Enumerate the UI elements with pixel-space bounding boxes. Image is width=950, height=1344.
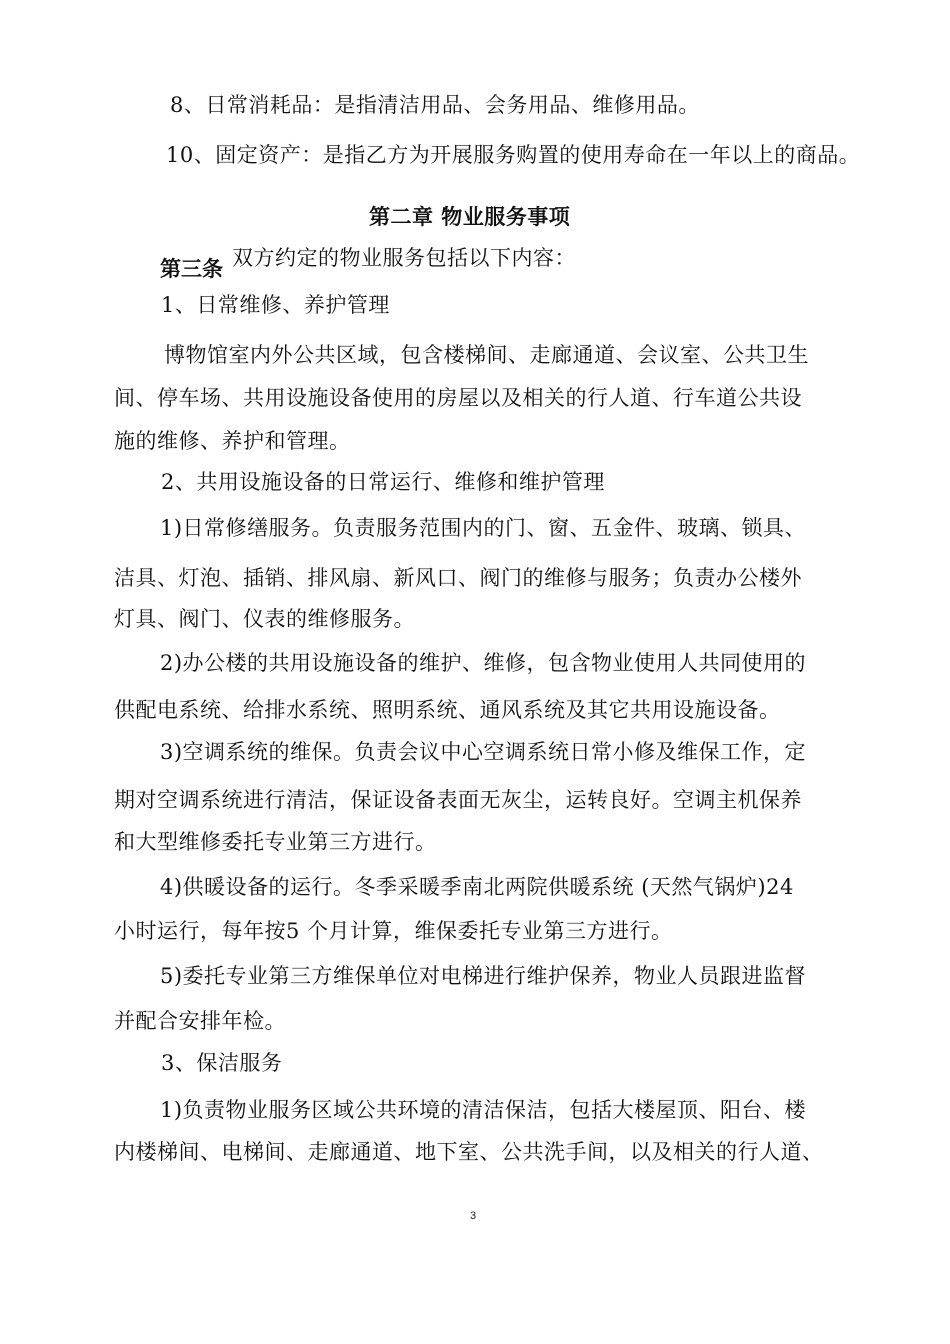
paragraph-line: 内楼梯间、电梯间、走廊通道、地下室、公共洗手间，以及相关的行人道、 (114, 1140, 824, 1164)
paragraph-line: 小时运行，每年按5 个月计算，维保委托专业第三方进行。 (114, 919, 673, 943)
section-heading-2: 2、共用设施设备的日常运行、维修和维护管理 (161, 470, 605, 494)
paragraph-line: 施的维修、养护和管理。 (114, 429, 351, 453)
paragraph-line: 5)委托专业第三方维保单位对电梯进行维护保养，物业人员跟进监督 (160, 964, 807, 988)
paragraph-line: 4)供暖设备的运行。冬季采暖季南北两院供暖系统 (天然气锅炉)24 (160, 875, 794, 899)
paragraph-line: 洁具、灯泡、插销、排风扇、新风口、阀门的维修与服务；负责办公楼外 (114, 566, 802, 590)
paragraph-line: 间、停车场、共用设施设备使用的房屋以及相关的行人道、行车道公共设 (114, 386, 802, 410)
paragraph-line: 灯具、阀门、仪表的维修服务。 (114, 607, 415, 631)
paragraph-line: 1)日常修缮服务。负责服务范围内的门、窗、五金件、玻璃、锁具、 (160, 516, 807, 540)
article-text: 双方约定的物业服务包括以下内容： (232, 246, 576, 270)
paragraph-line: 2)办公楼的共用设施设备的维护、维修，包含物业使用人共同使用的 (160, 651, 807, 675)
section-heading-1: 1、日常维修、养护管理 (161, 293, 390, 317)
section-heading-3: 3、保洁服务 (161, 1051, 283, 1075)
paragraph-line: 3)空调系统的维保。负责会议中心空调系统日常小修及维保工作，定 (160, 740, 807, 764)
definition-item-10: 10、固定资产：是指乙方为开展服务购置的使用寿命在一年以上的商品。 (166, 143, 861, 167)
article-label: 第三条 (160, 257, 223, 281)
paragraph-line: 期对空调系统进行清洁，保证设备表面无灰尘，运转良好。空调主机保养 (114, 788, 802, 812)
definition-item-8: 8、日常消耗品：是指清洁用品、会务用品、维修用品。 (170, 93, 700, 117)
page-number: 3 (470, 1210, 477, 1222)
paragraph-line: 1)负责物业服务区域公共环境的清洁保洁，包括大楼屋顶、阳台、楼 (160, 1098, 807, 1122)
paragraph-line: 供配电系统、给排水系统、照明系统、通风系统及其它共用设施设备。 (114, 698, 781, 722)
paragraph-line: 并配合安排年检。 (114, 1009, 286, 1033)
paragraph-line: 和大型维修委托专业第三方进行。 (114, 830, 437, 854)
chapter-title: 第二章 物业服务事项 (369, 205, 571, 229)
paragraph-line: 博物馆室内外公共区域，包含楼梯间、走廊通道、会议室、公共卫生 (164, 343, 809, 367)
